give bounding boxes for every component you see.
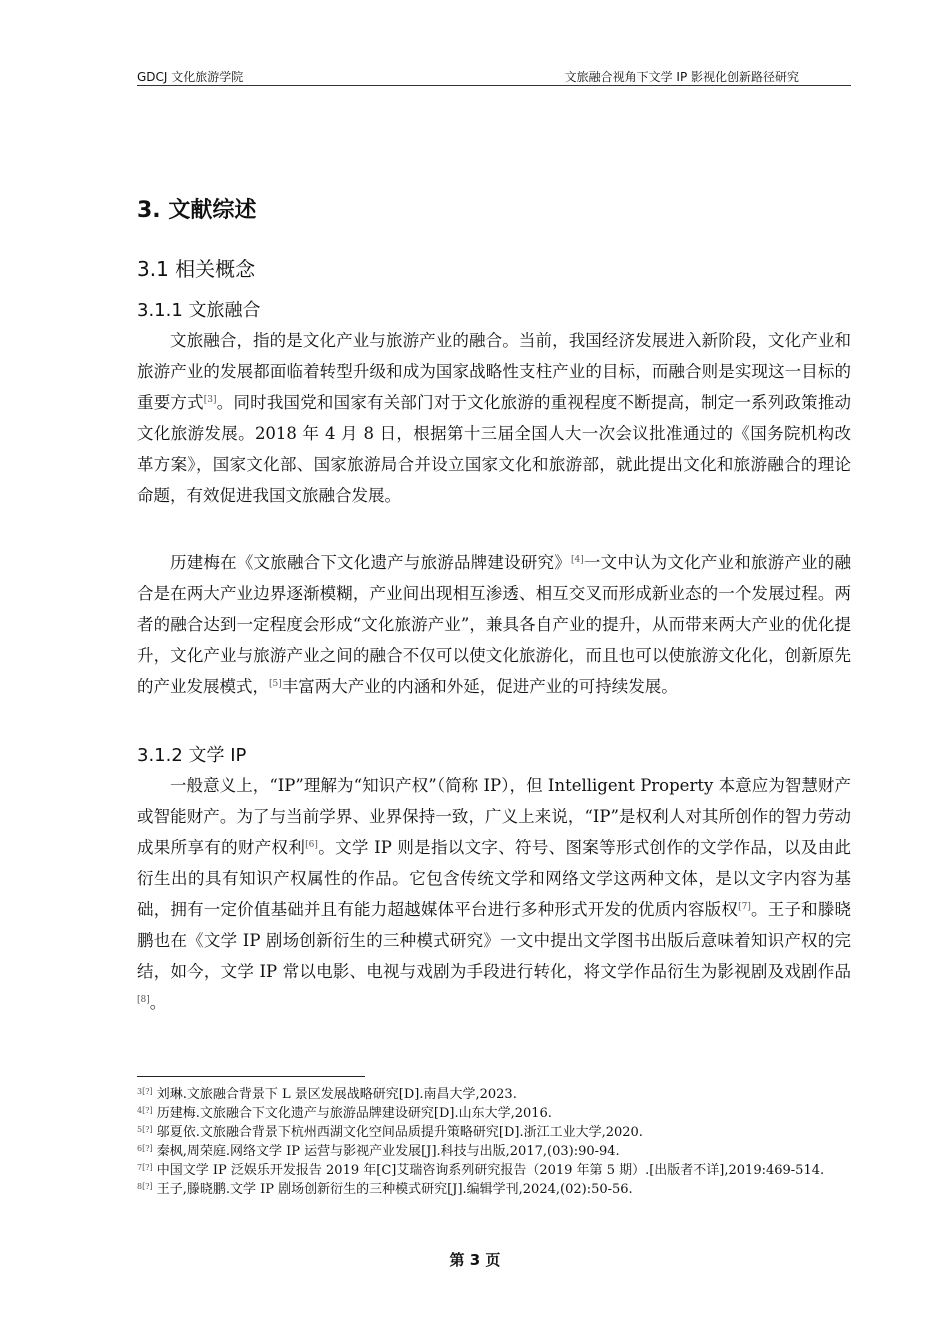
p3-text-3: 王子和滕晓鹏也在《文学 IP 剧场创新衍生的三种模式研究》一文中提出文学图书出版后意味着知识产权的完结，如今，文学 IP 常以电影、电视与戏剧为手段进行转化，将文学作品衍生为影视剧及戏剧作品	[137, 900, 852, 981]
footnote-item: $^{3[?]}$ 刘琳.文旅融合背景下 L 景区发展战略研究[D].南昌大学,2023.	[137, 1087, 517, 1102]
p2-text-3: 丰富两大产业的内涵和外延，促进产业的可持续发展。	[281, 677, 678, 696]
citation-7: [7]	[738, 902, 751, 912]
paragraph-2	[137, 547, 851, 702]
p1-text-2: 同时我国党和国家有关部门对于文化旅游的重视程度不断提高，制定一系列政策推动文化旅游发展。2018 年 4 月 8 日，根据第十三届全国人大一次会议批准通过的《国务院机构改革方案》，国家文化部、国家旅游局合并设立国家文化和旅游部，就此提出文化和旅游融合的理论命题，有效促进我国文旅融合发展。	[137, 393, 852, 505]
footnote-item: $^{8[?]}$ 王子,滕晓鹏.文学 IP 剧场创新衍生的三种模式研究[J].编辑学刊,2024,(02):50-56.	[137, 1182, 633, 1197]
citation-6: [6]	[305, 840, 318, 850]
subsection-heading: 3.1 相关概念	[137, 257, 256, 281]
citation-3: [3]	[203, 395, 217, 405]
paragraph-1: 文旅融合，指的是文化产业与旅游产业的融合。当前，我国经济发展进入新阶段，文化产业和旅游产业的发展都面临着转型升级和成为国家战略性支柱产业的目标，而融合则是实现这一目标的重要方式[3]。同时我国党和国家有关部门对于文化旅游的重视程度不断提高，制定一系列政策推动文化旅游发展。2018 年 4 月 8 日，根据第十三届全国人大一次会议批准通过的《国务院机构改革方案》，国家文化部、国家旅游局合并设立国家文化和旅游部，就此提出文化和旅游融合的理论命题，有效促进我国文旅融合发展。	[137, 331, 852, 505]
footnote-item: $^{4[?]}$ 历建梅.文旅融合下文化遗产与旅游品牌建设研究[D].山东大学,2016.	[137, 1106, 552, 1121]
p3-text-2: 文学 IP 则是指以文字、符号、图案等形式创作的文学作品，以及由此衍生出的具有知识产权属性的作品。它包含传统文学和网络文学这两种文体，是以文字内容为基础，拥有一定价值基础并且有能力超越媒体平台进行多种形式开发的优质内容版权	[137, 838, 851, 919]
citation-5: [5]	[269, 679, 282, 689]
p2-text-2: 一文中认为文化产业和旅游产业的融合是在两大产业边界逐渐模糊，产业间出现相互渗透、相互交叉而形成新业态的一个发展过程。两者的融合达到一定程度会形成“文化旅游产业”，兼具各自产业的提升，从而带来两大产业的优化提升，文化产业与旅游产业之间的融合不仅可以使文化旅游化，而且也可以使旅游文化化，创新原先的产业发展模式，	[137, 553, 852, 696]
footnote-divider	[137, 1076, 365, 1077]
footnote-item: $^{6[?]}$ 秦枫,周荣庭.网络文学 IP 运营与影视产业发展[J].科技与出版,2017,(03):90-94.	[137, 1144, 620, 1159]
footnote-item: $^{7[?]}$ 中国文学 IP 泛娱乐开发报告 2019 年[C]艾瑞咨询系列研究报告（2019 年第 5 期）.[出版者不详],2019:469-514.	[137, 1163, 825, 1178]
p3-text-1: 一般意义上，“IP”理解为“知识产权”（简称 IP），但 Intelligent Property 本意应为智慧财产或智能财产。为了与当前学界、业界保持一致，广义上来说，“IP”是权利人对其所创作的智力劳动成果所享有的财产权利	[137, 776, 851, 857]
subsubsection-heading-2: 3.1.2 文学 IP	[137, 745, 247, 766]
header-institution: GDCJ 文化旅游学院	[137, 70, 244, 84]
citation-4: [4]	[570, 555, 584, 565]
footnote-item: $^{5[?]}$ 邬夏依.文旅融合背景下杭州西湖文化空间品质提升策略研究[D].浙江工业大学,2020.	[137, 1125, 643, 1140]
subsubsection-heading-1: 3.1.1 文旅融合	[137, 300, 261, 321]
footnotes	[137, 1085, 853, 1199]
p2-text-1: 历建梅在《文旅融合下文化遗产与旅游品牌建设研究》	[170, 553, 571, 572]
header-title: 文旅融合视角下文学 IP 影视化创新路径研究	[564, 70, 799, 84]
p1-text-1: 文旅融合，指的是文化产业与旅游产业的融合。当前，我国经济发展进入新阶段，文化产业和旅游产业的发展都面临着转型升级和成为国家战略性支柱产业的目标，而融合则是实现这一目标的重要方式	[137, 331, 851, 412]
paragraph-3: 一般意义上，“IP”理解为“知识产权”（简称 IP），但 Intelligent Property 本意应为智慧财产或智能财产。为了与当前学界、业界保持一致，广义上来说，“IP”是权利人对其所创作的智力劳动成果所享有的财产权利[6]。文学 IP 则是指以文字、符号、图案等形式创作的文学作品，以及由此衍生出的具有知识产权属性的作品。它包含传统文学和网络文学这两种文体，是以文字内容为基础，拥有一定价值基础并且有能力超越媒体平台进行多种形式开发的优质内容版权[7]。王子和滕晓鹏也在《文学 IP 剧场创新衍生的三种模式研究》一文中提出文学图书出版后意味着知识产权的完结，如今，文学 IP 常以电影、电视与戏剧为手段进行转化，将文学作品衍生为影视剧及戏剧作品[8]。	[137, 776, 852, 1012]
page-header	[137, 67, 851, 86]
citation-8: [8]	[137, 995, 150, 1005]
section-heading: 3. 文献综述	[137, 198, 257, 223]
page-number: 第 3 页	[449, 1251, 501, 1269]
